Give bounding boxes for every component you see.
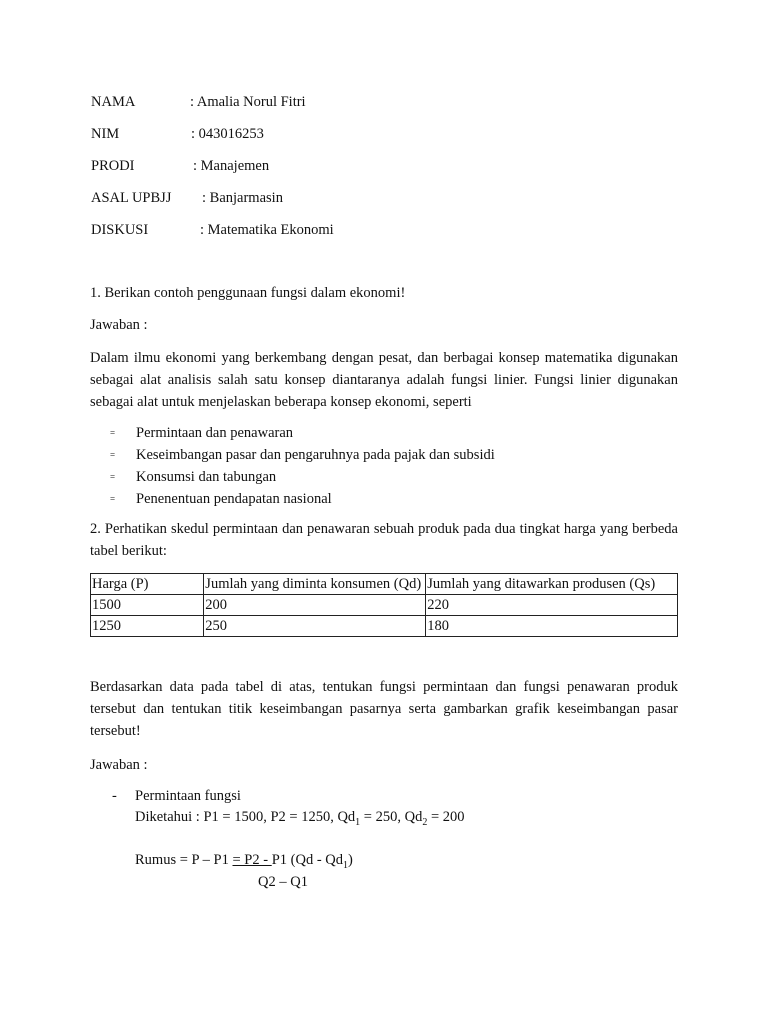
value-asal-upbjj: : Banjarmasin [202, 190, 283, 206]
label-nama: NAMA [91, 94, 136, 110]
list-item: = Permintaan dan penawaran [110, 422, 495, 444]
table-header-row [91, 574, 678, 595]
known-values: Diketahui : P1 = 1500, P2 = 1250, $Qd_1 = 250$, $Qd_2 = 200$ [135, 809, 465, 828]
value-diskusi: : Matematika Ekonomi [200, 222, 334, 238]
table-cell: 1500 [91, 595, 204, 616]
section-title: Permintaan fungsi [135, 788, 241, 804]
value-prodi: : Manajemen [193, 158, 270, 174]
concept-list [110, 422, 495, 510]
answer-label-2: Jawaban : [90, 757, 148, 773]
bullet-marker: = [110, 450, 116, 460]
answer-1-paragraph: Dalam ilmu ekonomi yang berkembang dengan pesat, dan berbagai konsep matematika digunakan sebagai alat analisis salah satu konsep diantaranya adalah fungsi linier. Fungsi linier digunakan sebagai alat untuk menjelaskan beberapa konsep ekonomi, seperti [90, 350, 678, 410]
table-cell: 220 [426, 595, 678, 616]
table-cell: 1250 [91, 616, 204, 637]
schedule-table [90, 573, 678, 637]
formula-line: Rumus = P – P1 = P2 - P1 $(Qd - Qd_1)$ [135, 852, 353, 871]
label-prodi: PRODI [91, 158, 135, 174]
question-2: 2. Perhatikan skedul permintaan dan penawaran sebuah produk pada dua tingkat harga yang berbeda tabel berikut: [90, 521, 678, 559]
answer-label-1: Jawaban : [90, 317, 148, 333]
table-row [91, 595, 678, 616]
label-asal-upbjj: ASAL UPBJJ [91, 190, 172, 206]
header-cell: Jumlah yang ditawarkan produsen (Qs) [426, 574, 678, 595]
list-item: = Konsumsi dan tabungan [110, 466, 495, 488]
table-cell: 250 [204, 616, 426, 637]
formula-fraction-numerator: = P2 - [232, 852, 272, 868]
bullet-marker: = [110, 428, 116, 438]
list-item: = Penenentuan pendapatan nasional [110, 488, 495, 510]
header-cell: Harga (P) [91, 574, 204, 595]
question-2-instruction: Berdasarkan data pada tabel di atas, tentukan fungsi permintaan dan fungsi penawaran produk tersebut dan tentukan titik keseimbangan pasarnya serta gambarkan grafik keseimbangan pasar tersebut! [90, 679, 678, 739]
table-row [91, 616, 678, 637]
bullet-marker: = [110, 472, 116, 482]
header-cell: Jumlah yang diminta konsumen (Qd) [204, 574, 426, 595]
table-cell: 180 [426, 616, 678, 637]
formula-denominator: Q2 – Q1 [258, 874, 308, 890]
question-1: 1. Berikan contoh penggunaan fungsi dalam ekonomi! [90, 285, 406, 301]
value-nama: : Amalia Norul Fitri [190, 94, 306, 110]
label-nim: NIM [91, 126, 120, 142]
dash-marker: - [112, 788, 117, 804]
value-nim: : 043016253 [191, 126, 264, 142]
table-cell: 200 [204, 595, 426, 616]
list-item: = Keseimbangan pasar dan pengaruhnya pada pajak dan subsidi [110, 444, 495, 466]
bullet-marker: = [110, 494, 116, 504]
label-diskusi: DISKUSI [91, 222, 149, 238]
